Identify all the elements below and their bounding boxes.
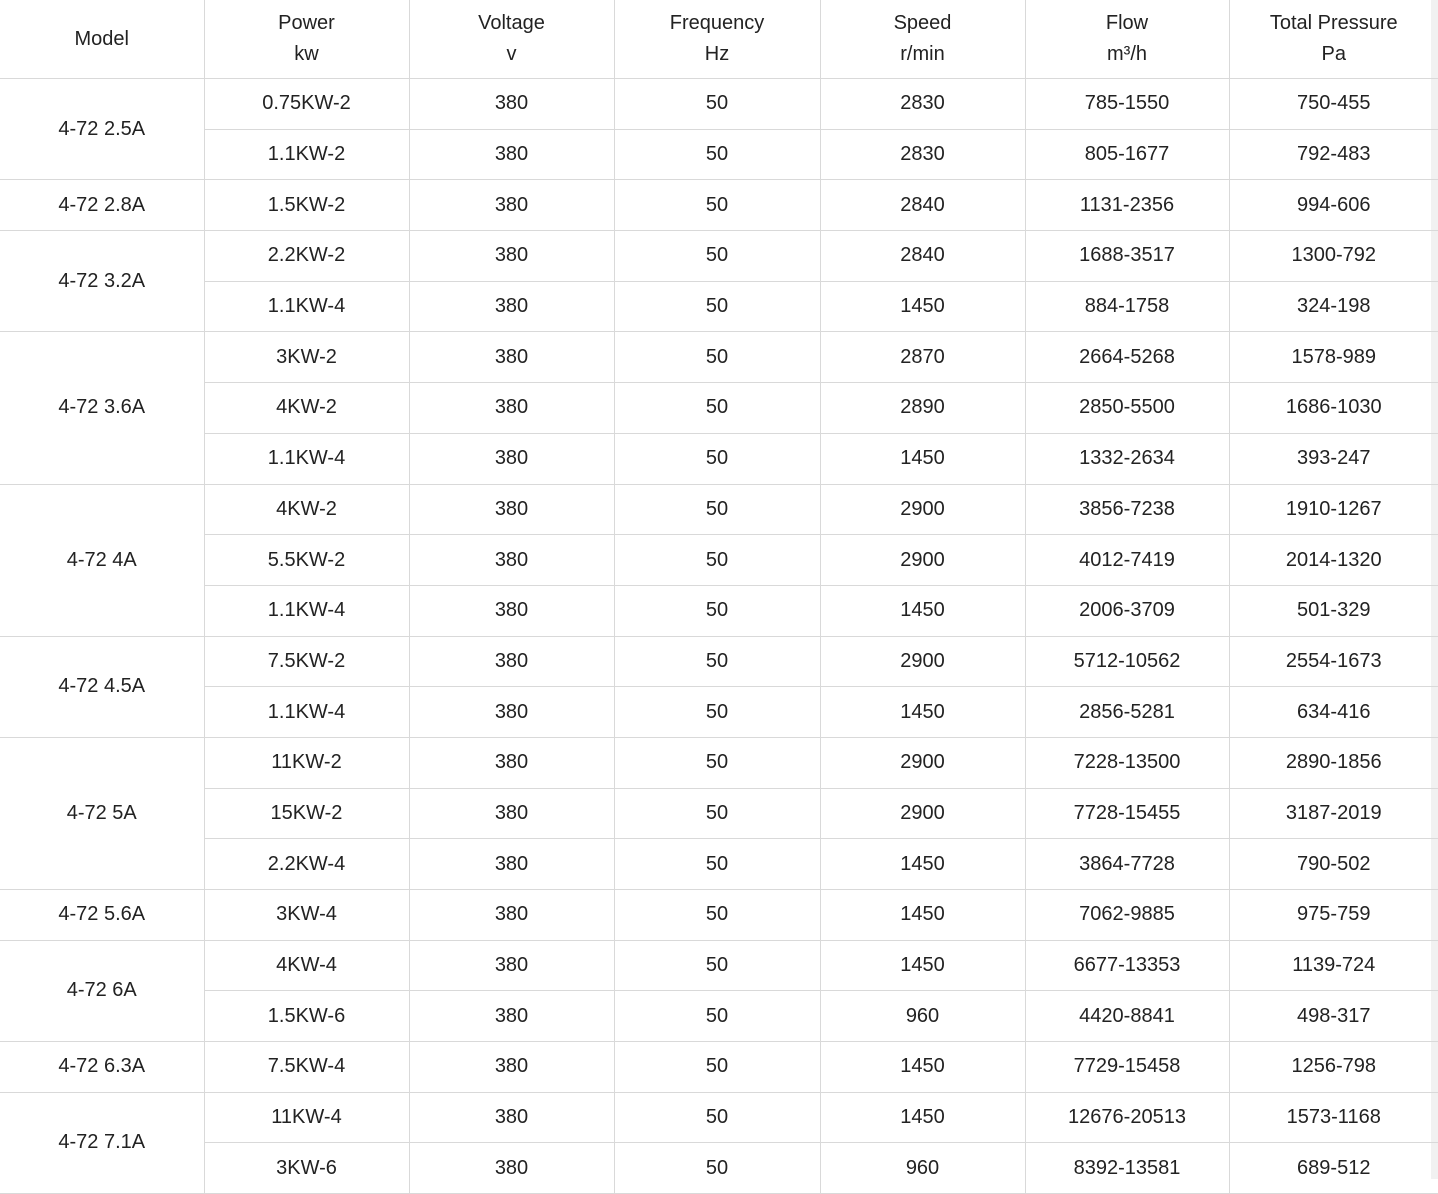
pressure-cell: 790-502 (1229, 839, 1438, 890)
frequency-cell: 50 (614, 180, 820, 231)
table-row (0, 585, 1438, 636)
pressure-cell: 324-198 (1229, 281, 1438, 332)
power-cell: 11KW-2 (204, 737, 409, 788)
speed-cell: 1450 (820, 839, 1025, 890)
model-cell: 4-72 6A (0, 940, 204, 1041)
power-cell: 3KW-2 (204, 332, 409, 383)
speed-cell: 2890 (820, 383, 1025, 434)
table-row (0, 332, 1438, 383)
table-row (0, 636, 1438, 687)
power-cell: 3KW-6 (204, 1143, 409, 1194)
speed-cell: 1450 (820, 687, 1025, 738)
voltage-cell: 380 (409, 79, 614, 130)
model-cell: 4-72 2.8A (0, 180, 204, 231)
flow-cell: 5712-10562 (1025, 636, 1229, 687)
table-row (0, 433, 1438, 484)
frequency-cell: 50 (614, 332, 820, 383)
model-cell: 4-72 5.6A (0, 890, 204, 941)
speed-cell: 1450 (820, 1042, 1025, 1093)
power-cell: 11KW-4 (204, 1092, 409, 1143)
flow-cell: 4420-8841 (1025, 991, 1229, 1042)
power-cell: 1.5KW-2 (204, 180, 409, 231)
voltage-cell: 380 (409, 180, 614, 231)
power-cell: 1.1KW-4 (204, 433, 409, 484)
speed-cell: 1450 (820, 281, 1025, 332)
frequency-cell: 50 (614, 1143, 820, 1194)
frequency-cell: 50 (614, 433, 820, 484)
model-cell: 4-72 3.6A (0, 332, 204, 484)
frequency-cell: 50 (614, 281, 820, 332)
header-frequency (614, 0, 820, 79)
pressure-cell: 2014-1320 (1229, 535, 1438, 586)
header-label: Total Pressure (1230, 8, 1438, 39)
model-cell: 4-72 2.5A (0, 79, 204, 180)
table-row (0, 383, 1438, 434)
voltage-cell: 380 (409, 1092, 614, 1143)
table-row (0, 839, 1438, 890)
speed-cell: 2840 (820, 180, 1025, 231)
model-cell: 4-72 4A (0, 484, 204, 636)
voltage-cell: 380 (409, 484, 614, 535)
voltage-cell: 380 (409, 839, 614, 890)
power-cell: 5.5KW-2 (204, 535, 409, 586)
header-label: Voltage (410, 8, 614, 39)
speed-cell: 1450 (820, 890, 1025, 941)
power-cell: 2.2KW-4 (204, 839, 409, 890)
flow-cell: 2856-5281 (1025, 687, 1229, 738)
pressure-cell: 1686-1030 (1229, 383, 1438, 434)
table-row (0, 535, 1438, 586)
power-cell: 4KW-2 (204, 484, 409, 535)
table-body (0, 79, 1438, 1194)
header-row (0, 0, 1438, 79)
header-voltage (409, 0, 614, 79)
pressure-cell: 498-317 (1229, 991, 1438, 1042)
flow-cell: 1688-3517 (1025, 231, 1229, 282)
power-cell: 15KW-2 (204, 788, 409, 839)
pressure-cell: 994-606 (1229, 180, 1438, 231)
speed-cell: 1450 (820, 1092, 1025, 1143)
table-row (0, 1042, 1438, 1093)
table-row (0, 79, 1438, 130)
power-cell: 3KW-4 (204, 890, 409, 941)
pressure-cell: 2554-1673 (1229, 636, 1438, 687)
speed-cell: 2900 (820, 737, 1025, 788)
voltage-cell: 380 (409, 231, 614, 282)
frequency-cell: 50 (614, 585, 820, 636)
pressure-cell: 1910-1267 (1229, 484, 1438, 535)
frequency-cell: 50 (614, 231, 820, 282)
voltage-cell: 380 (409, 991, 614, 1042)
pressure-cell: 2890-1856 (1229, 737, 1438, 788)
voltage-cell: 380 (409, 1143, 614, 1194)
header-label: Frequency (615, 8, 820, 39)
header-unit: r/min (821, 39, 1025, 70)
header-unit: Hz (615, 39, 820, 70)
power-cell: 4KW-2 (204, 383, 409, 434)
speed-cell: 2870 (820, 332, 1025, 383)
model-cell: 4-72 6.3A (0, 1042, 204, 1093)
pressure-cell: 1300-792 (1229, 231, 1438, 282)
pressure-cell: 1573-1168 (1229, 1092, 1438, 1143)
model-cell: 4-72 4.5A (0, 636, 204, 737)
voltage-cell: 380 (409, 433, 614, 484)
voltage-cell: 380 (409, 940, 614, 991)
header-unit: Pa (1230, 39, 1438, 70)
voltage-cell: 380 (409, 890, 614, 941)
voltage-cell: 380 (409, 687, 614, 738)
power-cell: 1.5KW-6 (204, 991, 409, 1042)
model-cell: 4-72 5A (0, 737, 204, 889)
header-total-pressure (1229, 0, 1438, 79)
power-cell: 1.1KW-4 (204, 281, 409, 332)
power-cell: 1.1KW-4 (204, 687, 409, 738)
flow-cell: 8392-13581 (1025, 1143, 1229, 1194)
frequency-cell: 50 (614, 1042, 820, 1093)
voltage-cell: 380 (409, 332, 614, 383)
pressure-cell: 393-247 (1229, 433, 1438, 484)
flow-cell: 1332-2634 (1025, 433, 1229, 484)
power-cell: 7.5KW-4 (204, 1042, 409, 1093)
flow-cell: 884-1758 (1025, 281, 1229, 332)
voltage-cell: 380 (409, 1042, 614, 1093)
speed-cell: 1450 (820, 433, 1025, 484)
voltage-cell: 380 (409, 383, 614, 434)
flow-cell: 6677-13353 (1025, 940, 1229, 991)
header-speed (820, 0, 1025, 79)
header-label: Flow (1026, 8, 1229, 39)
flow-cell: 2850-5500 (1025, 383, 1229, 434)
flow-cell: 7228-13500 (1025, 737, 1229, 788)
frequency-cell: 50 (614, 890, 820, 941)
header-unit: kw (205, 39, 409, 70)
voltage-cell: 380 (409, 636, 614, 687)
frequency-cell: 50 (614, 737, 820, 788)
frequency-cell: 50 (614, 687, 820, 738)
table-row (0, 991, 1438, 1042)
speed-cell: 960 (820, 991, 1025, 1042)
header-power (204, 0, 409, 79)
voltage-cell: 380 (409, 585, 614, 636)
table-row (0, 940, 1438, 991)
power-cell: 1.1KW-2 (204, 129, 409, 180)
voltage-cell: 380 (409, 129, 614, 180)
header-unit: v (410, 39, 614, 70)
table-row (0, 737, 1438, 788)
flow-cell: 7062-9885 (1025, 890, 1229, 941)
speed-cell: 2900 (820, 788, 1025, 839)
voltage-cell: 380 (409, 788, 614, 839)
pressure-cell: 1578-989 (1229, 332, 1438, 383)
power-cell: 2.2KW-2 (204, 231, 409, 282)
table-row (0, 1143, 1438, 1194)
pressure-cell: 975-759 (1229, 890, 1438, 941)
frequency-cell: 50 (614, 839, 820, 890)
flow-cell: 12676-20513 (1025, 1092, 1229, 1143)
table-row (0, 1092, 1438, 1143)
voltage-cell: 380 (409, 737, 614, 788)
frequency-cell: 50 (614, 1092, 820, 1143)
header-unit: m³/h (1026, 39, 1229, 70)
power-cell: 1.1KW-4 (204, 585, 409, 636)
flow-cell: 7729-15458 (1025, 1042, 1229, 1093)
header-flow (1025, 0, 1229, 79)
pressure-cell: 1256-798 (1229, 1042, 1438, 1093)
flow-cell: 2006-3709 (1025, 585, 1229, 636)
speed-cell: 2900 (820, 535, 1025, 586)
table-row (0, 890, 1438, 941)
flow-cell: 1131-2356 (1025, 180, 1229, 231)
table-row (0, 281, 1438, 332)
power-cell: 7.5KW-2 (204, 636, 409, 687)
table-row (0, 129, 1438, 180)
power-cell: 0.75KW-2 (204, 79, 409, 130)
header-label: Power (205, 8, 409, 39)
table-row (0, 788, 1438, 839)
pressure-cell: 792-483 (1229, 129, 1438, 180)
frequency-cell: 50 (614, 383, 820, 434)
pressure-cell: 689-512 (1229, 1143, 1438, 1194)
model-cell: 4-72 7.1A (0, 1092, 204, 1193)
power-cell: 4KW-4 (204, 940, 409, 991)
frequency-cell: 50 (614, 788, 820, 839)
pressure-cell: 750-455 (1229, 79, 1438, 130)
flow-cell: 3856-7238 (1025, 484, 1229, 535)
flow-cell: 4012-7419 (1025, 535, 1229, 586)
frequency-cell: 50 (614, 79, 820, 130)
model-cell: 4-72 3.2A (0, 231, 204, 332)
voltage-cell: 380 (409, 281, 614, 332)
speed-cell: 960 (820, 1143, 1025, 1194)
speed-cell: 2830 (820, 79, 1025, 130)
flow-cell: 2664-5268 (1025, 332, 1229, 383)
frequency-cell: 50 (614, 991, 820, 1042)
pressure-cell: 634-416 (1229, 687, 1438, 738)
speed-cell: 1450 (820, 585, 1025, 636)
flow-cell: 7728-15455 (1025, 788, 1229, 839)
pressure-cell: 3187-2019 (1229, 788, 1438, 839)
flow-cell: 805-1677 (1025, 129, 1229, 180)
voltage-cell: 380 (409, 535, 614, 586)
speed-cell: 1450 (820, 940, 1025, 991)
frequency-cell: 50 (614, 129, 820, 180)
speed-cell: 2900 (820, 636, 1025, 687)
header-label: Speed (821, 8, 1025, 39)
speed-cell: 2840 (820, 231, 1025, 282)
speed-cell: 2830 (820, 129, 1025, 180)
frequency-cell: 50 (614, 484, 820, 535)
pressure-cell: 1139-724 (1229, 940, 1438, 991)
table-row (0, 231, 1438, 282)
header-model (0, 0, 204, 79)
frequency-cell: 50 (614, 535, 820, 586)
header-label: Model (0, 24, 204, 55)
pressure-cell: 501-329 (1229, 585, 1438, 636)
table-row (0, 180, 1438, 231)
table-row (0, 687, 1438, 738)
flow-cell: 785-1550 (1025, 79, 1229, 130)
speed-cell: 2900 (820, 484, 1025, 535)
table-row (0, 484, 1438, 535)
frequency-cell: 50 (614, 636, 820, 687)
flow-cell: 3864-7728 (1025, 839, 1229, 890)
frequency-cell: 50 (614, 940, 820, 991)
